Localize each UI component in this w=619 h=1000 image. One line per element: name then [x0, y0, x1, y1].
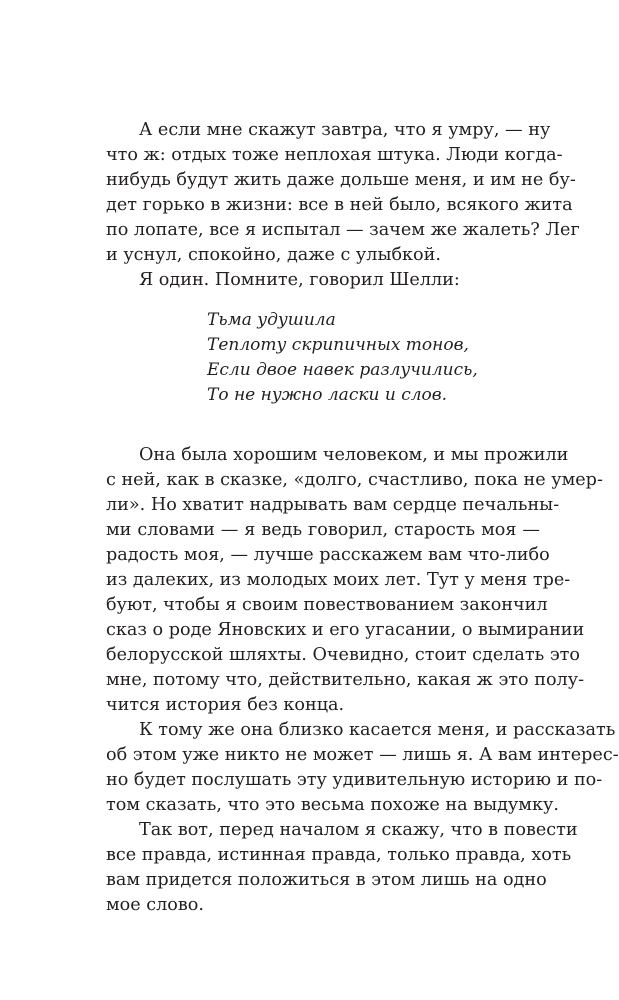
text-line: чится история без конца. [106, 695, 345, 715]
text-line: мое слово. [106, 895, 204, 915]
text-line: дет горько в жизни: все в ней было, всякого жита [106, 195, 573, 215]
text-line: ли». Но хватит надрывать вам сердце печальны- [106, 495, 560, 515]
text-line: радость моя, — лучше расскажем вам что-либо [106, 545, 550, 565]
text-line: А если мне скажут завтра, что я умру, — ну [139, 120, 551, 140]
text-line: Я один. Помните, говорил Шелли: [139, 270, 460, 290]
paragraph-2 [106, 268, 540, 293]
text-line: из далеких, из молодых моих лет. Тут у меня тре- [106, 570, 571, 590]
poem-line: Тьма удушила [207, 310, 336, 330]
poem-line: Теплоту скрипичных тонов, [207, 335, 469, 355]
text-line: нибудь будут жить даже дольше меня, и им не бу- [106, 170, 576, 190]
text-line: К тому же она близко касается меня, и рассказать [139, 720, 616, 740]
paragraph-4 [106, 718, 619, 818]
text-line: все правда, истинная правда, только правда, хоть [106, 845, 572, 865]
text-line: с ней, как в сказке, «долго, счастливо, пока не умер- [106, 470, 603, 490]
text-line: об этом уже никто не может — лишь я. А вам интерес- [106, 745, 619, 765]
text-line: Она была хорошим человеком, и мы прожили [139, 445, 569, 465]
text-line: но будет послушать эту удивительную историю и по- [106, 770, 603, 790]
text-line: сказ о роде Яновских и его угасании, о вымирании [106, 620, 585, 640]
poem-line: Если двое навек разлучились, [207, 360, 478, 380]
text-line: буют, чтобы я своим повествованием закончил [106, 595, 548, 615]
text-line: по лопате, все я испытал — зачем же жалеть? Лег [106, 220, 580, 240]
poem-quote [207, 308, 527, 408]
paragraph-1 [106, 118, 580, 268]
text-line: Так вот, перед началом я скажу, что в повести [139, 820, 578, 840]
text-line: что ж: отдых тоже неплохая штука. Люди когда- [106, 145, 563, 165]
text-line: том сказать, что это весьма похоже на выдумку. [106, 795, 559, 815]
text-line: и уснул, спокойно, даже с улыбкой. [106, 245, 441, 265]
poem-line: То не нужно ласки и слов. [207, 385, 448, 405]
text-line: белорусской шляхты. Очевидно, стоит сделать это [106, 645, 580, 665]
text-line: вам придется положиться в этом лишь на одно [106, 870, 547, 890]
paragraph-3 [106, 443, 603, 718]
paragraph-5 [106, 818, 578, 918]
text-line: мне, потому что, действительно, какая ж это полу- [106, 670, 585, 690]
text-line: ми словами — я ведь говорил, старость моя — [106, 520, 540, 540]
